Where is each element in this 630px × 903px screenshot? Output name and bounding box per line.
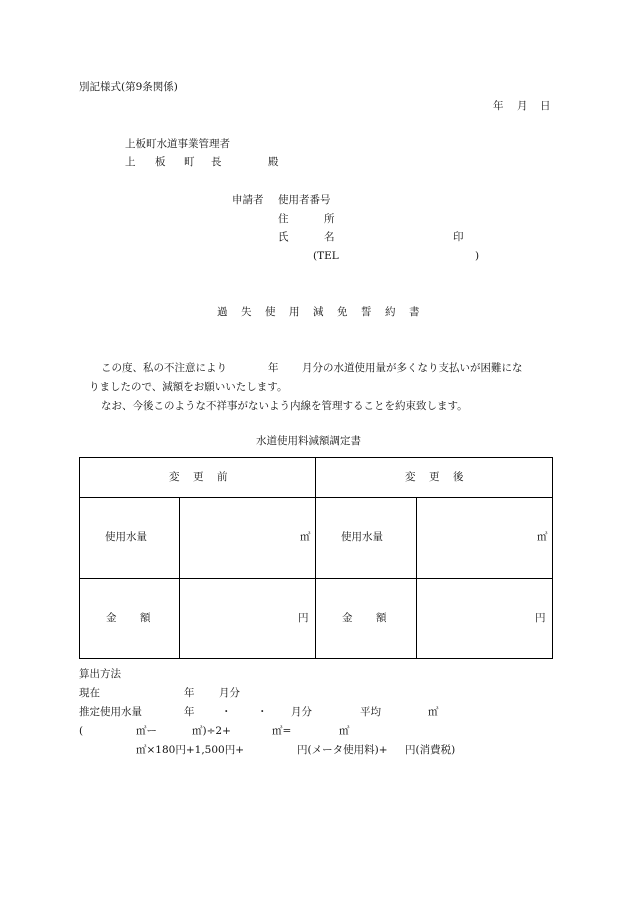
header-before-char-2: 更 <box>193 471 204 483</box>
header-after-char-3: 後 <box>453 471 464 483</box>
doc-title-char-5: 減 <box>313 306 324 318</box>
table-rule-2 <box>79 578 553 579</box>
calc-current-label: 現在 <box>79 687 100 699</box>
addressee-char-2: 板 <box>155 156 166 168</box>
body-line1-year: 年 <box>268 362 279 374</box>
addressee-honorific: 殿 <box>268 156 279 168</box>
table-border-right <box>552 457 553 659</box>
date-month: 月 <box>517 100 528 112</box>
tel-open: (TEL <box>313 250 339 262</box>
table-border-top <box>79 457 553 458</box>
calc-m3-result: ㎥ <box>339 725 350 737</box>
table-center-divider <box>315 457 316 659</box>
addressee-line1: 上板町水道事業管理者 <box>125 138 230 150</box>
calc-m3-minus: ㎥ー <box>136 725 157 737</box>
calc-average-unit: ㎥ <box>428 706 439 718</box>
amount-char-1-after: 金 <box>342 612 353 624</box>
amount-char-2-after: 額 <box>376 612 387 624</box>
calc-dot-1: ・ <box>221 706 232 718</box>
amount-unit-before: 円 <box>298 612 309 624</box>
header-before-char-1: 変 <box>169 471 180 483</box>
amount-char-2-before: 額 <box>140 612 151 624</box>
addressee-char-3: 町 <box>184 156 195 168</box>
body-line1-c: 月分の水道使用量が多くなり支払いが困難にな <box>302 362 523 374</box>
calc-paren-open: ( <box>79 725 84 737</box>
calc-title: 算出方法 <box>79 668 121 680</box>
calc-m3-equals: ㎥= <box>272 725 292 737</box>
amount-unit-after: 円 <box>535 612 546 624</box>
calc-formula-a: ㎥×180円+1,500円+ <box>136 744 244 756</box>
applicant-label: 申請者 <box>232 194 264 206</box>
addressee-char-1: 上 <box>125 156 136 168</box>
body-line2: りましたので、減額をお願いいたします。 <box>89 381 288 393</box>
table-rule-1 <box>79 497 553 498</box>
calc-current-month: 月分 <box>219 687 240 699</box>
calc-estimate-label: 推定使用水量 <box>79 706 142 718</box>
amount-char-1-before: 金 <box>106 612 117 624</box>
address-char-1: 住 <box>278 213 289 225</box>
water-usage-unit-before: ㎥ <box>300 531 311 543</box>
name-char-1: 氏 <box>278 231 289 243</box>
calc-current-year: 年 <box>184 687 195 699</box>
doc-title-char-1: 過 <box>217 306 228 318</box>
doc-title-char-3: 使 <box>265 306 276 318</box>
calc-average-label: 平均 <box>360 706 381 718</box>
table-border-left <box>79 457 80 659</box>
water-usage-label-before: 使用水量 <box>105 531 147 543</box>
header-before-char-3: 前 <box>217 471 228 483</box>
calc-estimate-year: 年 <box>184 706 195 718</box>
table-divider-right <box>416 497 417 659</box>
doc-title-char-8: 約 <box>385 306 396 318</box>
calc-formula-b: 円(メータ使用料)+ <box>297 744 388 756</box>
user-number-label: 使用者番号 <box>278 194 331 206</box>
form-label: 別記様式(第9条関係) <box>79 81 178 93</box>
doc-title-char-4: 用 <box>289 306 300 318</box>
calc-m3-div2: ㎥)÷2+ <box>192 725 231 737</box>
addressee-char-4: 長 <box>211 156 222 168</box>
address-char-2: 所 <box>324 213 335 225</box>
calc-dot-2: ・ <box>257 706 268 718</box>
body-line1-a: この度、私の不注意により <box>101 362 227 374</box>
table-divider-left <box>179 497 180 659</box>
doc-title-char-6: 免 <box>337 306 348 318</box>
water-usage-label-after: 使用水量 <box>341 531 383 543</box>
table-caption: 水道使用料減額調定書 <box>256 435 361 447</box>
calc-estimate-month: 月分 <box>291 706 312 718</box>
doc-title-char-7: 誓 <box>361 306 372 318</box>
date-year: 年 <box>493 100 504 112</box>
body-line3: なお、今後このような不祥事がないよう内線を管理することを約束致します。 <box>101 400 468 412</box>
date-day: 日 <box>540 100 551 112</box>
doc-title-char-9: 書 <box>409 306 420 318</box>
water-usage-unit-after: ㎥ <box>537 531 548 543</box>
calc-formula-c: 円(消費税) <box>405 744 456 756</box>
header-after-char-2: 更 <box>429 471 440 483</box>
name-char-2: 名 <box>324 231 335 243</box>
doc-title-char-2: 失 <box>241 306 252 318</box>
table-border-bottom <box>79 658 553 659</box>
tel-close: ) <box>475 250 480 262</box>
seal-mark: 印 <box>453 231 464 243</box>
header-after-char-1: 変 <box>405 471 416 483</box>
